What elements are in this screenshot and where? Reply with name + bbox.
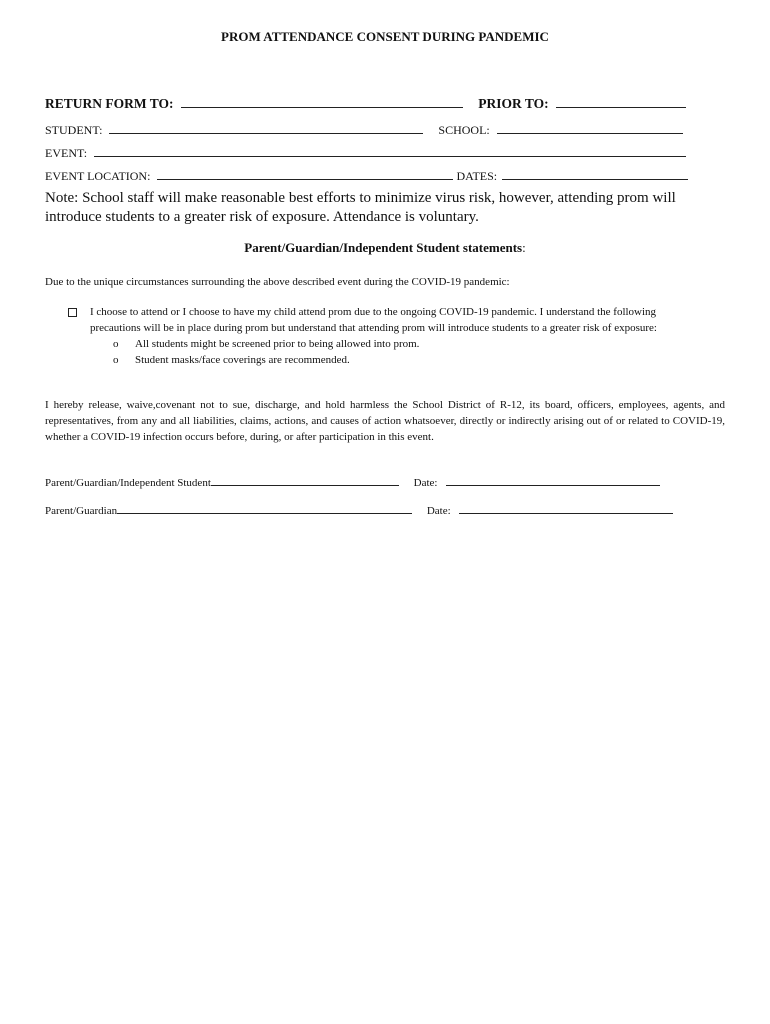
return-form-field[interactable]: [181, 95, 463, 108]
prior-to-label: PRIOR TO:: [478, 96, 549, 111]
consent-checkbox-item: [68, 304, 708, 368]
signature-label: Parent/Guardian: [45, 505, 118, 517]
signature-row-1: [45, 475, 690, 489]
note-paragraph: Note: School staff will make reasonable best efforts to minimize virus risk, however, attending prom will introduce students to a greater risk of exposure. Attendance is voluntary.: [45, 190, 676, 225]
consent-checkbox-text: I choose to attend or I choose to have my child attend prom due to the ongoing COVID-19 pandemic. I understand the following precautions will be in place during prom but understand that attending prom will introduce students to a greater risk of exposure:: [90, 306, 657, 334]
event-field[interactable]: [94, 144, 686, 157]
dates-field[interactable]: [502, 167, 688, 180]
return-form-label: RETURN FORM TO:: [45, 96, 174, 111]
event-location-label: EVENT LOCATION:: [45, 169, 151, 183]
event-row: [45, 144, 690, 161]
intro-text: Due to the unique circumstances surrounding the above described event during the COVID-19 pandemic:: [45, 276, 510, 288]
date-label: Date:: [426, 505, 451, 517]
student-label: STUDENT:: [45, 123, 103, 137]
bullet-marker: o: [113, 338, 119, 350]
date-label: Date:: [413, 477, 438, 489]
date-field[interactable]: [459, 503, 673, 514]
return-form-row: [45, 95, 690, 112]
list-item: [113, 336, 708, 352]
signature-label: Parent/Guardian/Independent Student: [45, 477, 211, 489]
student-school-row: [45, 121, 690, 138]
event-label: EVENT:: [45, 146, 88, 160]
school-label: SCHOOL:: [438, 123, 490, 137]
date-field[interactable]: [446, 475, 660, 486]
school-field[interactable]: [497, 121, 683, 134]
precaution-text: All students might be screened prior to being allowed into prom.: [135, 338, 420, 350]
release-paragraph: I hereby release, waive,covenant not to sue, discharge, and hold harmless the School District of R-12, its board, officers, employees, agents, and representatives, from any and all liabilities, claims, actions, and causes of action whatsoever, directly or indirectly arising out of or related to COVID-19, whether a COVID-19 infection occurs before, during, or after participation in this event.: [45, 399, 725, 443]
precaution-text: Student masks/face coverings are recommended.: [135, 354, 350, 366]
student-field[interactable]: [109, 121, 423, 134]
bullet-marker: o: [113, 354, 119, 366]
list-item: [113, 352, 708, 368]
prior-to-field[interactable]: [556, 95, 686, 108]
event-location-row: [45, 167, 690, 184]
dates-label: DATES:: [456, 169, 498, 183]
form-title: PROM ATTENDANCE CONSENT DURING PANDEMIC: [221, 29, 549, 44]
statements-heading-colon: :: [522, 240, 526, 255]
statements-heading: [0, 240, 770, 256]
statements-heading-text: Parent/Guardian/Independent Student statements: [244, 240, 523, 255]
signature-row-2: [45, 503, 690, 517]
signature-field[interactable]: [211, 475, 399, 486]
signature-field[interactable]: [117, 503, 412, 514]
precautions-list: [113, 336, 708, 368]
event-location-field[interactable]: [157, 167, 453, 180]
consent-checkbox[interactable]: [68, 308, 77, 317]
